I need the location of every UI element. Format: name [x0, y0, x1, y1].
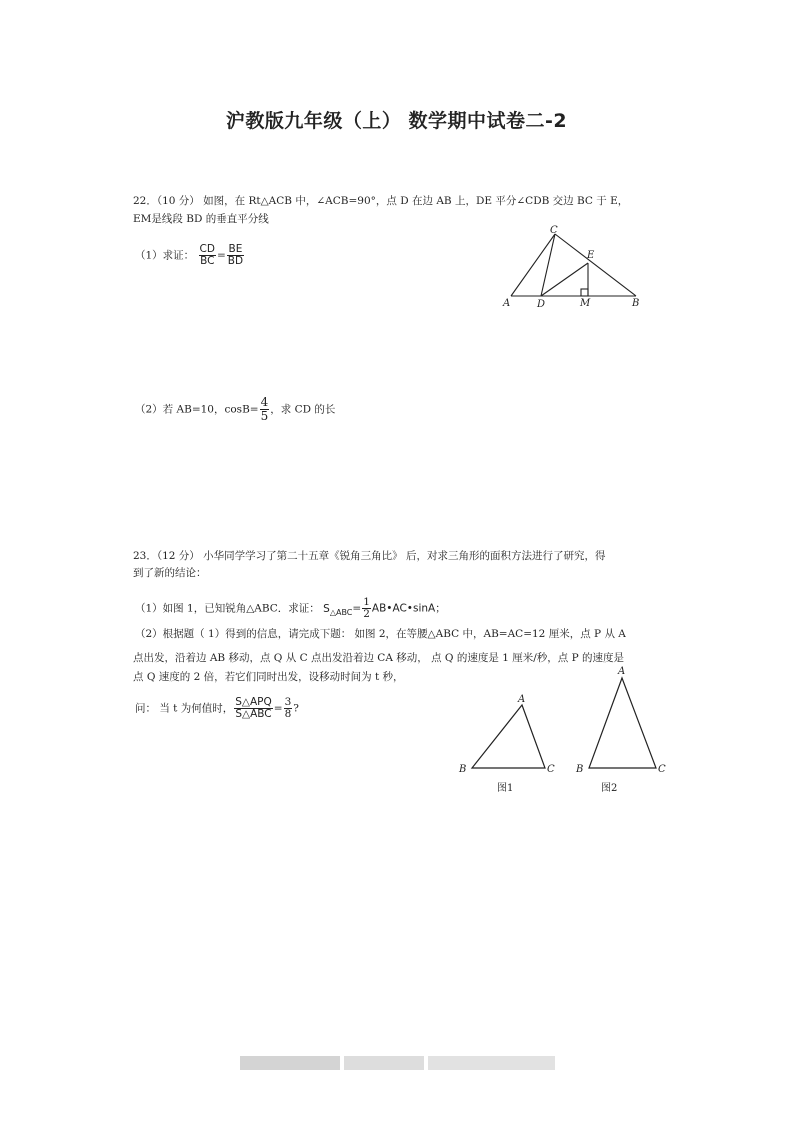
q23-half-denominator: 2 — [363, 608, 370, 620]
q23-fig2-label-b: B — [576, 764, 584, 775]
q22-stem-line2: EM是线段 BD 的垂直平分线 — [133, 213, 269, 225]
q22-p2-numerator: 4 — [260, 395, 269, 409]
q23-fig2-label-a: A — [618, 666, 626, 677]
q23-part2-line2: 点出发，沿着边 AB 移动，点 Q 从 C 点出发沿着边 CA 移动， 点 Q 的速度是 1 厘米/秒，点 P 的速度是 — [133, 652, 625, 664]
q23-area-subscript: △ABC — [329, 607, 353, 617]
q22-part2-prefix: （2）若 AB=10，cosB= — [135, 403, 259, 416]
q22-frac2-numerator: BE — [228, 243, 243, 255]
q23-stem-line1: 23．（12 分） 小华同学学习了第二十五章《锐角三角比》 后，对求三角形的面积方法进行了研究，得 — [133, 550, 606, 562]
q22-label-m: M — [580, 298, 591, 309]
q22-label-b: B — [632, 298, 640, 309]
q22-label-c: C — [550, 225, 558, 236]
q22-part2-suffix: ，求 CD 的长 — [270, 403, 336, 416]
q22-part1 — [135, 244, 245, 267]
footer-watermark — [240, 1056, 555, 1070]
q23-fig1-caption: 图1 — [497, 783, 514, 794]
q22-seg-cb — [555, 234, 636, 296]
q22-frac1-denominator: BC — [200, 255, 215, 267]
q22-part2 — [135, 396, 335, 423]
q22-part1-equals: = — [216, 249, 226, 262]
q22-right-angle-mark — [581, 289, 588, 296]
q22-stem-line1: 22．（10 分） 如图，在 Rt△ACB 中，∠ACB=90°，点 D 在边 AB 上，DE 平分∠CDB 交边 BC 于 E， — [133, 195, 629, 207]
q22-part1-prefix: （1）求证： — [135, 249, 195, 262]
q23-question-prefix: 问： 当 t 为何值时， — [135, 702, 234, 715]
q23-fig1-label-b: B — [459, 764, 467, 775]
page-title: 沪教版九年级（上） 数学期中试卷二-2 — [225, 110, 568, 132]
q23-fraction-3-8 — [284, 697, 293, 720]
q23-ratio-numerator: S△APQ — [235, 696, 272, 708]
q23-part2-line3: 点 Q 速度的 2 倍，若它们同时出发，设移动时间为 t 秒， — [133, 671, 404, 683]
q23-area-symbol — [323, 603, 352, 615]
q22-fraction-be-bd — [227, 244, 244, 267]
q23-fig2-caption: 图2 — [601, 783, 618, 794]
q23-figure-2 — [570, 662, 680, 800]
q23-part1-prefix: （1）如图 1，已知锐角△ABC．求证： — [135, 602, 320, 615]
q22-figure — [500, 225, 650, 310]
q23-question-equals: = — [273, 702, 283, 715]
q22-label-d: D — [537, 299, 546, 310]
q23-fig1-label-a: A — [518, 694, 526, 705]
q22-fraction-4-5 — [260, 396, 270, 423]
q23-fig1-label-c: C — [547, 764, 555, 775]
q22-fraction-cd-bc — [199, 244, 216, 267]
q22-label-a: A — [503, 298, 511, 309]
q23-ratio-denominator: S△ABC — [235, 708, 272, 720]
q22-frac2-denominator: BD — [227, 255, 244, 267]
q23-part1 — [135, 597, 446, 620]
q23-area-s: S — [323, 602, 330, 615]
q23-part1-suffix: AB•AC•sinA； — [371, 602, 446, 615]
q22-p2-denominator: 5 — [260, 409, 269, 423]
q23-fig1-triangle — [472, 705, 545, 768]
q23-part2-line1: （2）根据题（ 1）得到的信息，请完成下题： 如图 2，在等腰△ABC 中，AB=AC=12 厘米，点 P 从 A — [135, 628, 626, 640]
q23-fig2-triangle — [589, 678, 656, 768]
q23-area-ratio — [234, 697, 273, 720]
q23-question-suffix: ? — [293, 702, 299, 715]
q23-figure-1 — [455, 690, 565, 800]
q22-label-e: E — [587, 250, 595, 261]
q23-question — [135, 697, 299, 720]
q23-fraction-half — [362, 597, 371, 620]
q22-frac1-numerator: CD — [199, 243, 215, 255]
q23-part1-equals: = — [352, 602, 362, 615]
q23-38-numerator: 3 — [284, 696, 292, 708]
q23-38-denominator: 8 — [284, 708, 292, 720]
q23-stem-line2: 到了新的结论： — [133, 567, 207, 579]
q23-fig2-label-c: C — [658, 764, 666, 775]
q23-half-numerator: 1 — [363, 596, 370, 608]
